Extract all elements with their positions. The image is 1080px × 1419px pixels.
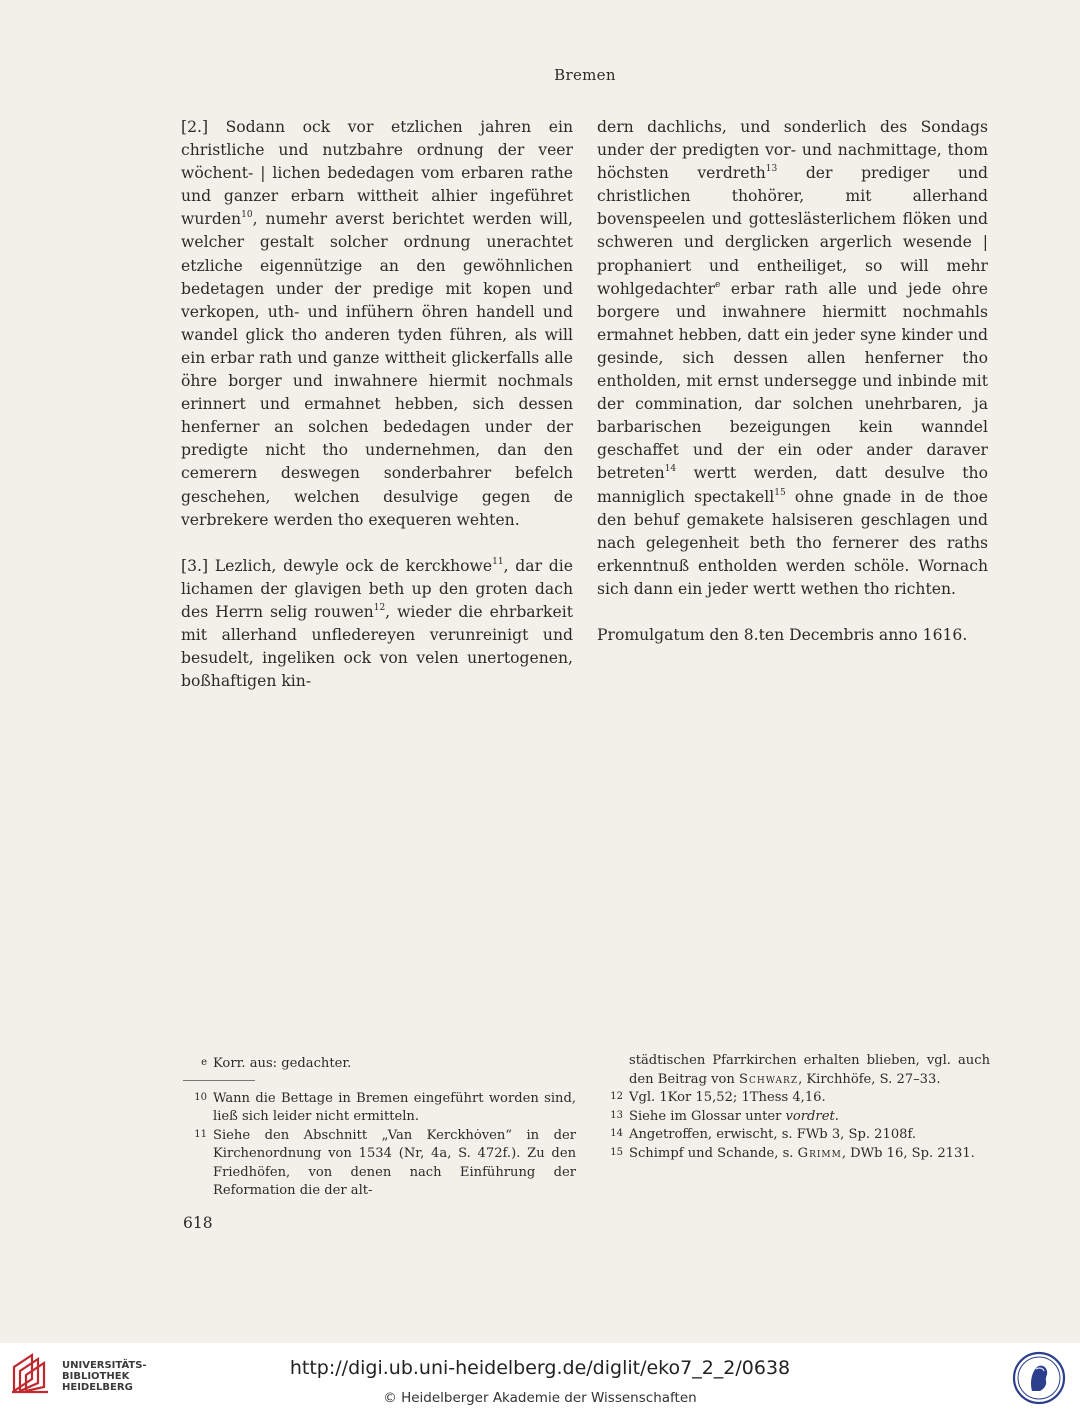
paragraph-3 xyxy=(181,555,573,694)
library-name-line: HEIDELBERG xyxy=(62,1382,133,1393)
promulgation-line: Promulgatum den 8.ten Decembris anno 1616. xyxy=(597,625,968,644)
text-segment: der prediger und christlichen thohörer, mit allerhand bovenspeelen und gotteslästerlichem flöken und schweren und derglicken argerlich wesende | prophaniert und entheiliget, so will mehr wohlgedachter xyxy=(597,164,989,298)
text-segment: ohne gnade in de thoe den behuf gemakete halsiseren geschlagen und nach gelegenheit beth tho fernerer des raths erkenntnuß entholden werden schöle. Wornach sich dann ein jeder wertt wethen tho richten. xyxy=(597,487,988,598)
footnote-text: Wann die Bettage in Bremen eingeführt worden sind, ließ sich leider nicht ermitteln. xyxy=(213,1090,576,1124)
footnote-number: 12 xyxy=(610,1091,623,1102)
footnote-ref-10[interactable]: 10 xyxy=(241,210,253,221)
running-head: Bremen xyxy=(554,66,616,84)
footnote-number: 11 xyxy=(194,1128,207,1140)
text-segment: , numehr averst berichtet werden will, welcher gestalt solcher ordnung unerachtet etzliche eigennützige an den gewöhnlichen bedetagen under der predige mit kopen und verkopen, uth- und infühern öhren handell und wandel glick tho anderen tyden führen, als will ein erbar rath und ganze wittheit glickerfalls alle öhre borger und inwahnere hiermit nochmals erinnert und ermahnet hebben, sich dessen henferner an solchen bededagen under der predigte nicht tho undernehmen, dan den cemerern deswegen sonderbahrer befelch geschehen, welchen desulvige gegen de verbrekere werden tho exequeren wehten. xyxy=(181,210,573,529)
author-name: Grimm xyxy=(797,1145,842,1161)
footnote-ref-14[interactable]: 14 xyxy=(664,464,677,475)
text-segment: städtischen Pfarrkirchen erhalten blieben, vgl. auch den Beitrag von xyxy=(629,1053,990,1087)
footnote-number: 14 xyxy=(610,1128,623,1139)
footnote-15 xyxy=(597,1145,990,1164)
footnote-14 xyxy=(597,1126,990,1145)
footnote-ref-11[interactable]: 11 xyxy=(492,556,504,567)
copyright-notice: © Heidelberger Akademie der Wissenschaften xyxy=(383,1390,697,1406)
left-text-column xyxy=(181,116,573,693)
permalink-url[interactable]: http://digi.ub.uni-heidelberg.de/diglit/eko7_2_2/0638 xyxy=(289,1357,791,1379)
footnotes-right xyxy=(597,1052,990,1163)
glossary-term: vordret xyxy=(785,1108,835,1124)
text-segment: . xyxy=(834,1108,839,1124)
footnote-divider xyxy=(183,1080,255,1081)
footnote-13 xyxy=(597,1108,990,1127)
footnote-number: 10 xyxy=(194,1091,207,1103)
library-name-line: UNIVERSITÄTS- xyxy=(62,1360,147,1371)
footnote-number: 13 xyxy=(610,1109,623,1121)
footnote-11-continued xyxy=(597,1052,990,1089)
footnote-e xyxy=(181,1055,576,1074)
footnote-ref-e[interactable]: e xyxy=(714,279,721,290)
text-segment: [2.] Sodann ock vor etzlichen jahren ein christliche und nutzbahre ordnung der veer wöchent- | lichen bededagen vom erbaren rathe und ganzer erbarn wittheit alhier ingeführet wurden xyxy=(181,118,573,229)
paragraph-3-continued xyxy=(597,116,988,601)
page-number: 618 xyxy=(183,1214,213,1232)
text-segment: , wieder die ehrbarkeit mit allerhand unfledereyen verunreinigt und besudelt, ingeliken ock von velen unertogenen, boßhaftigen kin- xyxy=(181,602,573,691)
text-segment: erbar rath alle und jede ohre borgere und inwahnere hiermitt nochmahls ermahnet hebben, datt ein jeder syne kinder und gesinde, sich dessen allen henferner tho entholden, mit ernst undersegge und inbinde mit der commination, dar solchen unehrbaren, ja barbarischen bezeigungen kein wanndel geschaffet und der ein oder ander daraver betreten xyxy=(597,279,988,483)
text-segment: dern dachlichs, und sonderlich des Sondags under der predigten vor- und nachmittage, thom höchsten verdreth xyxy=(597,118,988,183)
footnote-number: e xyxy=(201,1057,207,1068)
text-segment: , dar die lichamen der glavigen beth up den groten dach des Herrn selig rouwen xyxy=(181,556,573,621)
footnote-12 xyxy=(597,1089,990,1108)
footnote-11 xyxy=(181,1127,576,1201)
footnotes-left xyxy=(181,1055,576,1201)
text-segment: [3.] Lezlich, dewyle ock de kerckhowe xyxy=(181,556,493,575)
footnote-text: Angetroffen, erwischt, s. FWb 3, Sp. 2108f. xyxy=(629,1127,917,1142)
right-text-column xyxy=(597,116,988,647)
paragraph-2 xyxy=(181,116,573,532)
academy-seal-icon[interactable] xyxy=(1012,1351,1066,1405)
text-segment: , DWb 16, Sp. 2131. xyxy=(841,1145,975,1161)
footnote-number: 15 xyxy=(610,1146,623,1158)
text-segment: Siehe im Glossar unter xyxy=(629,1108,786,1124)
footnote-text: Siehe den Abschnitt „Van Kerckhȯven“ in der Kirchenordnung von 1534 (Nr, 4a, S. 472f.). Zu den Friedhöfen, von denen nach Einführung der Reformation die der alt- xyxy=(213,1127,576,1198)
text-segment: wertt werden, datt desulve tho manniglich spectakell xyxy=(597,464,988,506)
footnote-10 xyxy=(181,1090,576,1127)
library-name-line: BIBLIOTHEK xyxy=(62,1371,130,1382)
text-segment: , Kirchhöfe, S. 27–33. xyxy=(798,1071,941,1087)
footnote-text: Vgl. 1Kor 15,52; 1Thess 4,16. xyxy=(629,1090,826,1105)
footnote-text xyxy=(629,1145,990,1164)
footnote-text: Korr. aus: gedachter. xyxy=(213,1056,352,1071)
author-name: Schwarz xyxy=(739,1071,799,1087)
viewer-footer xyxy=(0,1343,1080,1419)
footnote-ref-15[interactable]: 15 xyxy=(774,487,786,498)
footnote-text xyxy=(629,1108,990,1127)
footnote-ref-13[interactable]: 13 xyxy=(765,164,778,175)
text-segment: Schimpf und Schande, s. xyxy=(629,1145,798,1161)
footnote-ref-12[interactable]: 12 xyxy=(373,602,386,613)
